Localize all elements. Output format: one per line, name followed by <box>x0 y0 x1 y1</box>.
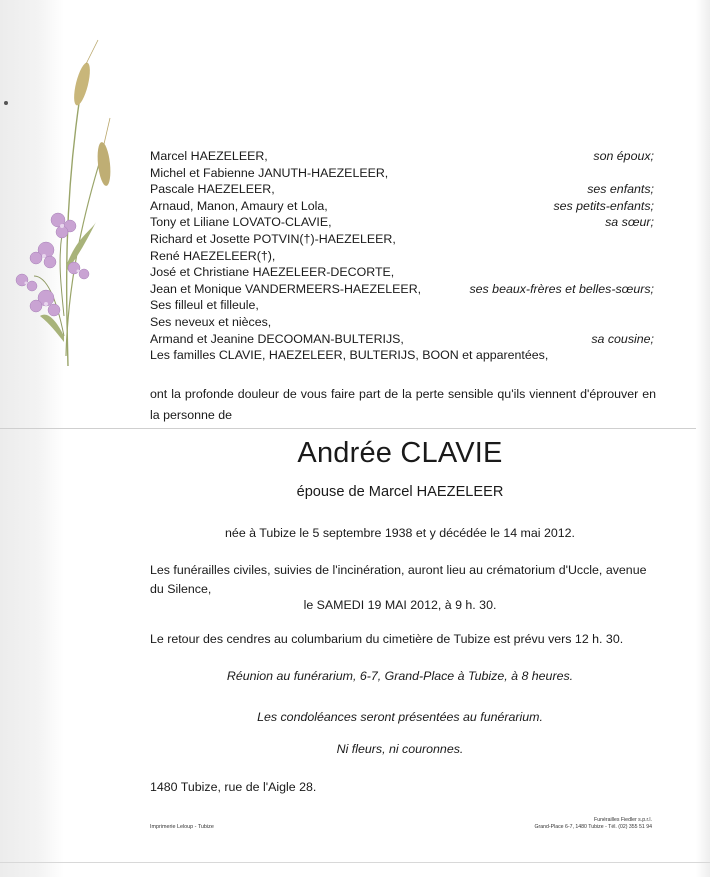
family-name: Michel et Fabienne JANUTH-HAEZELEER, <box>150 165 389 180</box>
family-row <box>150 331 654 348</box>
condolences-info: Les condoléances seront présentées au funérarium. <box>257 710 543 724</box>
family-row <box>150 248 654 265</box>
family-row <box>150 314 654 331</box>
family-name: Tony et Liliane LOVATO-CLAVIE, <box>150 215 332 230</box>
family-relation: son époux; <box>593 149 654 163</box>
funeral-home-name: Funérailles Fiedler s.p.r.l. <box>594 817 652 823</box>
printer-credit: Imprimerie Leloup - Tubize <box>150 824 214 830</box>
family-row <box>150 281 654 298</box>
funeral-details: Les funérailles civiles, suivies de l'incinération, auront lieu au crématorium d'Uccle, avenue du Silence, <box>150 563 647 596</box>
ashes-return: Le retour des cendres au columbarium du cimetière de Tubize est prévu vers 12 h. 30. <box>150 632 624 646</box>
family-row <box>150 264 654 281</box>
wheat-and-violet-illustration <box>6 36 126 406</box>
bottom-edge-line <box>0 862 710 863</box>
family-name: Richard et Josette POTVIN(†)-HAEZELEER, <box>150 231 396 246</box>
family-relation: ses petits-enfants; <box>553 198 654 213</box>
family-list <box>150 148 654 364</box>
home-address: 1480 Tubize, rue de l'Aigle 28. <box>150 780 317 794</box>
family-relation: sa cousine; <box>591 331 654 346</box>
family-name: René HAEZELEER(†), <box>150 248 276 263</box>
family-name: Armand et Jeanine DECOOMAN-BULTERIJS, <box>150 331 404 346</box>
family-name: Ses neveux et nièces, <box>150 314 272 329</box>
family-row <box>150 198 654 215</box>
family-name: Arnaud, Manon, Amaury et Lola, <box>150 198 328 213</box>
family-row <box>150 148 654 165</box>
family-row <box>150 165 654 182</box>
family-relation: ses beaux-frères et belles-sœurs; <box>469 281 654 296</box>
family-relation: ses enfants; <box>587 182 654 197</box>
funeral-date: le SAMEDI 19 MAI 2012, à 9 h. 30. <box>303 598 497 612</box>
family-name: Pascale HAEZELEER, <box>150 182 275 197</box>
no-flowers-note: Ni fleurs, ni couronnes. <box>336 742 464 756</box>
family-name: Marcel HAEZELEER, <box>150 149 268 163</box>
meeting-info: Réunion au funérarium, 6-7, Grand-Place à Tubize, à 8 heures. <box>226 669 574 683</box>
family-row <box>150 297 654 314</box>
announcement-intro: ont la profonde douleur de vous faire part de la perte sensible qu'ils viennent d'éprouver en la personne de <box>150 387 656 422</box>
family-row <box>150 231 654 248</box>
family-row <box>150 181 654 198</box>
birth-death-line: née à Tubize le 5 septembre 1938 et y décédée le 14 mai 2012. <box>225 526 575 540</box>
family-name: Ses filleul et filleule, <box>150 298 259 313</box>
family-name: Les familles CLAVIE, HAEZELEER, BULTERIJS, BOON et apparentées, <box>150 348 549 363</box>
fold-line <box>0 428 696 429</box>
family-name: José et Christiane HAEZELEER-DECORTE, <box>150 265 395 280</box>
family-row <box>150 347 654 364</box>
family-name: Jean et Monique VANDERMEERS-HAEZELEER, <box>150 281 422 296</box>
deceased-name: Andrée CLAVIE <box>297 437 503 469</box>
funeral-home-address: Grand-Place 6-7, 1480 Tubize - Tél. (02) 355 51 94 <box>534 824 652 830</box>
funeral-home-credit <box>480 817 652 831</box>
spouse-line: épouse de Marcel HAEZELEER <box>296 484 504 500</box>
family-row <box>150 214 654 231</box>
family-relation: sa sœur; <box>605 215 654 230</box>
